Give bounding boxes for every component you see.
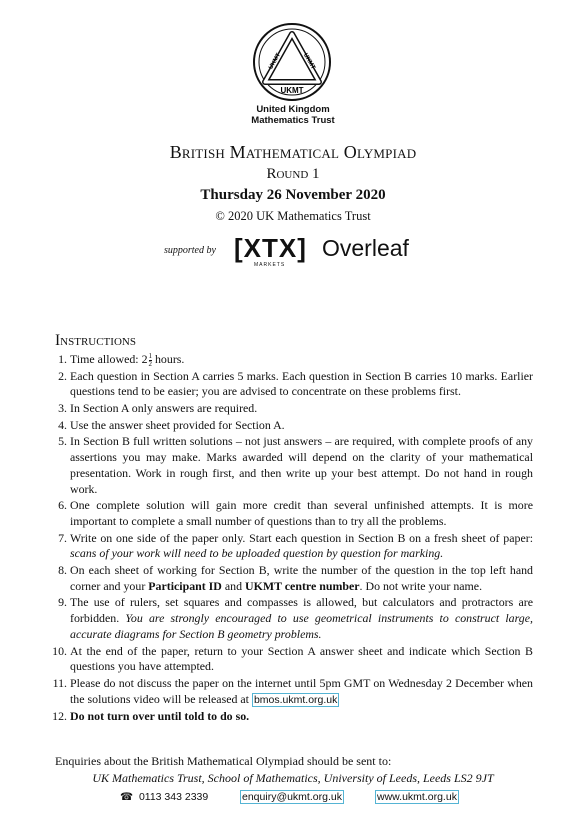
item-number: 5. — [58, 434, 67, 449]
postal-address: UK Mathematics Trust, School of Mathematics, University of Leeds, Leeds LS2 9JT — [92, 771, 494, 785]
xtx-markets-logo: [XTX] — [234, 233, 307, 263]
instruction-item — [55, 563, 533, 595]
phone-icon: ☎ — [120, 791, 134, 803]
svg-text:UKMT: UKMT — [268, 52, 283, 71]
item-text: Please do not discuss the paper on the internet until 5pm GMT on Wednesday 2 December when the solutions video will be released at — [70, 675, 533, 706]
instructions-list — [52, 351, 533, 726]
xtx-markets-sublabel: MARKETS — [254, 262, 286, 268]
fraction-denominator: 2 — [148, 359, 153, 368]
organisation-name — [0, 104, 586, 126]
item-number: 6. — [58, 498, 67, 513]
item-text: Time allowed: 2 — [70, 352, 148, 366]
item-text: One complete solution will gain more credit than several unfinished attempts. It is more important to complete a small number of questions than to try all the problems. — [70, 498, 533, 528]
instruction-item — [55, 401, 533, 417]
item-text: Use the answer sheet provided for Section A. — [70, 417, 285, 432]
svg-text:UKMT: UKMT — [301, 52, 316, 71]
participant-id-label: Participant ID — [148, 578, 222, 593]
org-line-1: United Kingdom — [256, 104, 330, 115]
instructions-heading: Instructions — [55, 332, 136, 349]
item-bold-text: Do not turn over until told to do so. — [70, 709, 250, 724]
item-number: 1. — [58, 352, 67, 366]
item-text: Each question in Section A carries 5 marks. Each question in Section B carries 10 marks. Earlier questions tend to be easier; you are advised to concentrate on these problems first. — [70, 368, 533, 399]
item-italic-text: You are strongly encouraged to use geometrical instruments to construct large, accurate diagrams for Section B geometry problems. — [70, 611, 533, 641]
centre-number-label: UKMT centre number — [245, 578, 360, 593]
instruction-item — [55, 434, 533, 497]
instruction-item — [55, 369, 533, 401]
solutions-link[interactable]: bmos.ukmt.org.uk — [253, 693, 338, 706]
item-number: 11. — [52, 675, 67, 690]
phone-text: 0113 343 2339 — [138, 791, 209, 803]
enquiries-text: Enquiries about the British Mathematical Olympiad should be sent to: — [55, 754, 392, 768]
round-label: Round 1 — [266, 166, 320, 182]
instruction-item — [55, 595, 533, 642]
item-number: 4. — [58, 417, 67, 432]
item-text-end: hours. — [152, 352, 185, 366]
instruction-item — [55, 498, 533, 530]
instruction-item — [55, 352, 533, 368]
item-number: 8. — [58, 562, 67, 577]
item-number: 10. — [52, 643, 67, 658]
phone-number — [120, 791, 208, 803]
org-line-2: Mathematics Trust — [251, 115, 335, 126]
website-link[interactable]: www.ukmt.org.uk — [377, 791, 457, 803]
instruction-item — [52, 675, 533, 709]
sponsors-row — [0, 232, 586, 268]
item-number: 9. — [58, 595, 67, 610]
item-number: 3. — [58, 400, 67, 415]
instruction-item — [52, 643, 533, 676]
item-text: At the end of the paper, return to your Section A answer sheet and indicate which Section B questions you have attempted. — [70, 643, 533, 674]
instruction-item — [55, 531, 533, 563]
email-link[interactable]: enquiry@ukmt.org.uk — [242, 791, 342, 803]
item-number: 2. — [58, 368, 67, 383]
logo-text: UKMT — [280, 86, 304, 95]
ukmt-logo — [252, 22, 332, 102]
instruction-item — [55, 418, 533, 434]
instruction-item — [52, 709, 533, 725]
item-text: In Section B full written solutions – not just answers – are required, with complete proofs of any assertions you may make. Marks awarded will depend on the clarity of your mathematical presentation. Work in rough first, and then write up your best attempt. Do not hand in rough work. — [70, 434, 533, 496]
item-text-end: . Do not write your name. — [359, 578, 483, 593]
overleaf-logo: Overleaf — [322, 235, 409, 261]
item-number: 12. — [52, 709, 67, 724]
supported-by-label: supported by — [164, 245, 216, 256]
exam-date: Thursday 26 November 2020 — [200, 187, 386, 203]
item-text: The use of rulers, set squares and compasses is allowed, but calculators and protractors are forbidden. — [70, 595, 533, 626]
item-number: 7. — [58, 530, 67, 545]
fraction-numerator: 1 — [148, 351, 153, 360]
item-text: On each sheet of working for Section B, write the number of the question in the top left hand corner and your — [70, 562, 533, 593]
item-text-mid: and — [221, 578, 246, 593]
item-text: Write on one side of the paper only. Start each question in Section B on a fresh sheet of paper: — [70, 530, 533, 545]
contact-row — [0, 791, 586, 807]
copyright-line: © 2020 UK Mathematics Trust — [215, 209, 371, 223]
item-text: In Section A only answers are required. — [70, 400, 258, 415]
paper-title: British Mathematical Olympiad — [169, 142, 417, 162]
item-italic-text: scans of your work will need to be uploaded question by question for marking. — [70, 546, 444, 561]
